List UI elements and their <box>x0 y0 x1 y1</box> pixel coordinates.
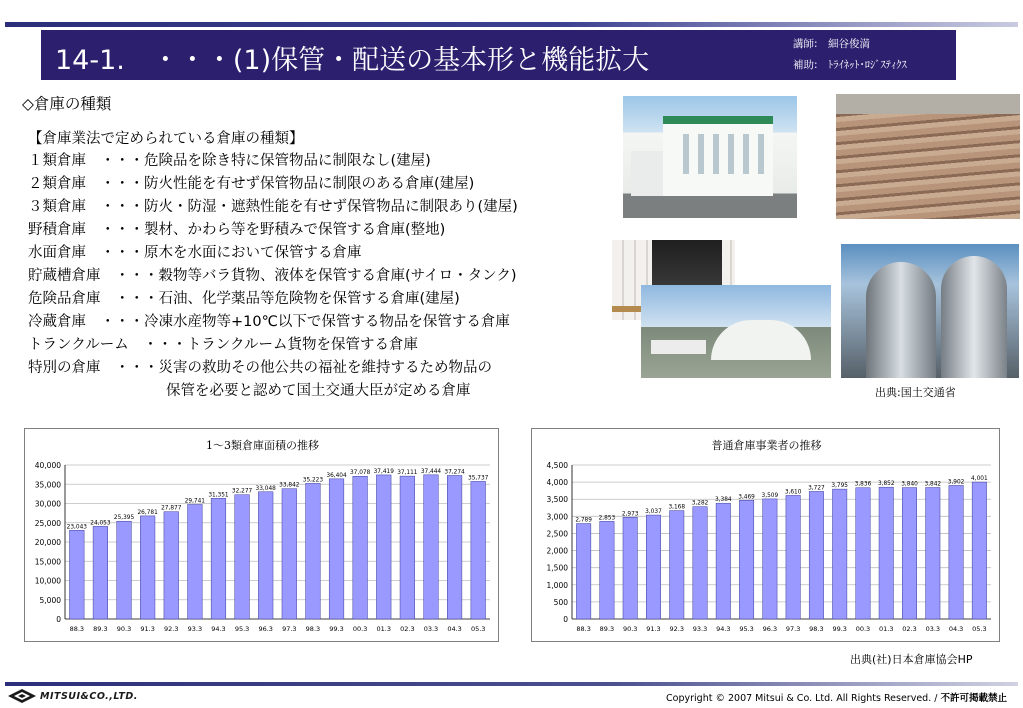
x-tick-label: 03.3 <box>925 625 941 633</box>
chart-bar <box>353 476 368 619</box>
bar-value-label: 3,902 <box>947 479 965 486</box>
x-tick-label: 00.3 <box>855 625 871 633</box>
x-tick-label: 99.3 <box>832 625 847 633</box>
warehouse-operators-chart <box>531 428 1000 642</box>
reproduction-notice: 不許可掲載禁止 <box>940 693 1007 704</box>
x-tick-label: 02.3 <box>902 625 917 633</box>
silo-photo <box>841 244 1019 378</box>
bar-value-label: 24,053 <box>90 520 111 527</box>
bar-value-label: 3,610 <box>784 489 802 496</box>
bar-value-label: 4,001 <box>971 476 988 483</box>
y-tick-label: 3,000 <box>546 512 568 522</box>
chart-bar <box>716 503 730 619</box>
bar-value-label: 37,111 <box>397 470 418 477</box>
chart-bar <box>646 515 660 619</box>
chart-bar <box>576 524 590 619</box>
x-tick-label: 01.3 <box>376 625 391 633</box>
y-tick-label: 2,000 <box>546 546 568 556</box>
chart-bar <box>258 492 273 619</box>
chart-bar <box>235 495 250 619</box>
y-tick-label: 1,500 <box>546 563 568 573</box>
bar-value-label: 3,836 <box>854 481 872 488</box>
header-rule <box>5 22 1018 27</box>
x-tick-label: 97.3 <box>785 625 801 633</box>
x-tick-label: 90.3 <box>622 625 638 633</box>
y-tick-label: 3,500 <box>546 495 568 505</box>
chart-bar <box>282 489 297 619</box>
y-tick-label: 20,000 <box>34 538 61 547</box>
chart-bar <box>856 488 870 619</box>
warehouse-types-list <box>28 150 518 403</box>
x-tick-label: 90.3 <box>116 625 132 633</box>
bar-value-label: 3,037 <box>645 509 662 516</box>
footer-rule <box>5 682 1018 686</box>
bar-value-label: 2,853 <box>598 515 616 522</box>
bar-value-label: 3,168 <box>668 504 686 511</box>
x-tick-label: 89.3 <box>93 625 108 633</box>
chart-bar <box>926 488 940 619</box>
x-tick-label: 92.3 <box>669 625 684 633</box>
y-tick-label: 4,500 <box>546 461 568 470</box>
chart-bar <box>211 498 226 619</box>
chart-bar <box>600 521 614 619</box>
chart-bar <box>763 499 777 619</box>
x-tick-label: 02.3 <box>400 625 415 633</box>
x-tick-label: 96.3 <box>762 625 778 633</box>
warehouse-area-chart-svg <box>25 429 500 643</box>
chart-bar <box>69 530 84 619</box>
chart-bar <box>693 507 707 619</box>
y-tick-label: 4,000 <box>546 478 568 488</box>
lecturer-label: 講師: <box>793 38 818 50</box>
bar-value-label: 26,781 <box>137 509 158 516</box>
title-banner <box>41 30 956 80</box>
bar-value-label: 2,789 <box>575 517 592 524</box>
chart-bar <box>879 487 893 619</box>
bar-value-label: 3,282 <box>691 500 709 507</box>
x-tick-label: 95.3 <box>739 625 754 633</box>
x-tick-label: 93.3 <box>692 625 708 633</box>
copyright-notice <box>666 690 1007 704</box>
bar-value-label: 2,973 <box>621 511 639 518</box>
chart-bar <box>93 526 108 619</box>
section-heading: ◇倉庫の種類 <box>22 95 112 113</box>
chart-title: 普通倉庫事業者の推移 <box>711 439 822 452</box>
chart-bar <box>164 512 179 619</box>
bar-value-label: 27,877 <box>161 505 182 512</box>
bar-value-label: 37,444 <box>420 468 442 475</box>
assistant-name: ﾄﾗｲﾈｯﾄ･ﾛｼﾞｽﾃｨｸｽ <box>828 59 907 71</box>
y-tick-label: 500 <box>553 597 568 607</box>
y-tick-label: 30,000 <box>34 499 61 509</box>
bar-value-label: 31,351 <box>208 492 229 499</box>
list-item: 野積倉庫 ・・・製材、かわら等を野積みで保管する倉庫(整地) <box>28 222 446 238</box>
company-logo-text: MITSUI&CO.,LTD. <box>40 691 138 702</box>
lecturer-name: 細谷俊満 <box>828 38 870 50</box>
bar-value-label: 25,395 <box>113 515 135 522</box>
list-item: 特別の倉庫 ・・・災害の救助その他公共の福祉を維持するため物品の <box>28 360 492 376</box>
bar-value-label: 33,842 <box>279 482 300 489</box>
bar-value-label: 3,469 <box>738 494 755 501</box>
slide-title: 14-1. ・・・(1)保管・配送の基本形と機能拡大 <box>55 45 650 76</box>
list-item: トランクルーム ・・・トランクルーム貨物を保管する倉庫 <box>28 337 419 353</box>
bar-value-label: 37,078 <box>349 470 371 477</box>
list-item: ２類倉庫 ・・・防火性能を有せず保管物品に制限のある倉庫(建屋) <box>28 176 475 192</box>
chart-title: 1～3類倉庫面積の推移 <box>206 439 319 452</box>
chart-bar <box>376 475 391 619</box>
x-tick-label: 88.3 <box>69 625 85 633</box>
list-item: ３類倉庫 ・・・防火・防湿・遮熱性能を有せず保管物品に制限あり(建屋) <box>28 199 518 215</box>
x-tick-label: 95.3 <box>234 625 250 633</box>
chart-source-note: 出典(社)日本倉庫協会HP <box>850 653 973 666</box>
bar-value-label: 3,509 <box>761 492 779 499</box>
bar-value-label: 32,277 <box>231 488 253 495</box>
bar-value-label: 35,737 <box>468 475 489 482</box>
warehouse-types-heading: 【倉庫業法で定められている倉庫の種類】 <box>28 131 304 147</box>
x-tick-label: 97.3 <box>282 625 297 633</box>
y-tick-label: 25,000 <box>34 518 61 528</box>
bar-value-label: 23,043 <box>66 524 87 531</box>
x-tick-label: 98.3 <box>809 625 824 633</box>
y-tick-label: 15,000 <box>34 557 61 567</box>
copyright-text: Copyright © 2007 Mitsui & Co. Ltd. All Rights Reserved. / <box>666 693 941 704</box>
bar-value-label: 33,048 <box>255 485 276 492</box>
y-tick-label: 5,000 <box>39 595 61 605</box>
x-tick-label: 93.3 <box>187 625 203 633</box>
list-item: 水面倉庫 ・・・原木を水面において保管する倉庫 <box>28 245 362 261</box>
x-tick-label: 04.3 <box>948 625 964 633</box>
warehouse-building-photo <box>623 96 797 218</box>
bar-value-label: 3,384 <box>715 497 732 504</box>
x-tick-label: 91.3 <box>646 625 661 633</box>
x-tick-label: 01.3 <box>879 625 894 633</box>
chart-bar <box>306 483 321 619</box>
y-tick-label: 1,000 <box>546 580 568 590</box>
x-tick-label: 94.3 <box>716 625 731 633</box>
list-item: １類倉庫 ・・・危険品を除き特に保管物品に制限なし(建屋) <box>28 153 431 169</box>
lecturer-line <box>793 36 870 51</box>
x-tick-label: 98.3 <box>305 625 321 633</box>
dome-warehouse-photo <box>641 285 831 378</box>
chart-bar <box>117 521 132 619</box>
chart-bar <box>832 489 846 619</box>
x-tick-label: 92.3 <box>164 625 179 633</box>
mitsui-logo-icon <box>8 689 36 703</box>
list-item-continuation: 保管を必要と認めて国土交通大臣が定める倉庫 <box>166 383 471 399</box>
y-tick-label: 35,000 <box>34 480 61 490</box>
chart-bar <box>471 481 486 619</box>
timber-yard-photo <box>836 94 1020 219</box>
x-tick-label: 03.3 <box>423 625 439 633</box>
bar-value-label: 3,840 <box>901 481 918 488</box>
x-tick-label: 89.3 <box>599 625 615 633</box>
warehouse-operators-chart-svg <box>532 429 1001 643</box>
chart-bar <box>809 491 823 619</box>
bar-value-label: 29,741 <box>184 498 206 505</box>
x-tick-label: 04.3 <box>447 625 462 633</box>
list-item: 危険品倉庫 ・・・石油、化学薬品等危険物を保管する倉庫(建屋) <box>28 291 460 307</box>
bar-value-label: 3,727 <box>808 485 825 492</box>
x-tick-label: 96.3 <box>258 625 273 633</box>
chart-bar <box>972 482 986 619</box>
x-tick-label: 00.3 <box>352 625 368 633</box>
chart-bar <box>400 476 415 619</box>
chart-bar <box>447 475 462 619</box>
x-tick-label: 91.3 <box>140 625 155 633</box>
list-item: 貯蔵槽倉庫 ・・・穀物等バラ貨物、液体を保管する倉庫(サイロ・タンク) <box>28 268 517 284</box>
y-tick-label: 2,500 <box>546 529 568 539</box>
chart-bar <box>786 495 800 619</box>
y-tick-label: 0 <box>563 615 568 624</box>
chart-bar <box>949 485 963 619</box>
bar-value-label: 3,852 <box>877 481 895 488</box>
x-tick-label: 99.3 <box>329 625 344 633</box>
bar-value-label: 37,419 <box>373 468 394 475</box>
x-tick-label: 94.3 <box>211 625 226 633</box>
y-tick-label: 40,000 <box>34 461 61 470</box>
chart-bar <box>902 488 916 619</box>
chart-bar <box>329 479 344 619</box>
bar-value-label: 3,842 <box>924 481 942 488</box>
warehouse-area-chart <box>24 428 499 642</box>
photo-source-note: 出典:国土交通省 <box>875 386 956 399</box>
x-tick-label: 88.3 <box>576 625 591 633</box>
assistant-label: 補助: <box>793 59 818 71</box>
bar-value-label: 37,274 <box>444 469 465 476</box>
chart-bar <box>623 517 637 619</box>
chart-bar <box>140 516 155 619</box>
x-tick-label: 05.3 <box>972 625 987 633</box>
chart-bar <box>670 511 684 619</box>
y-tick-label: 0 <box>56 615 61 624</box>
chart-bar <box>424 475 439 619</box>
x-tick-label: 05.3 <box>470 625 486 633</box>
chart-bar <box>739 500 753 619</box>
list-item: 冷蔵倉庫 ・・・冷凍水産物等+10℃以下で保管する物品を保管する倉庫 <box>28 314 510 330</box>
chart-bar <box>188 504 203 619</box>
bar-value-label: 36,404 <box>326 472 347 479</box>
y-tick-label: 10,000 <box>34 576 61 586</box>
assistant-line <box>793 57 907 72</box>
bar-value-label: 3,795 <box>831 483 848 490</box>
bar-value-label: 35,223 <box>302 477 324 484</box>
